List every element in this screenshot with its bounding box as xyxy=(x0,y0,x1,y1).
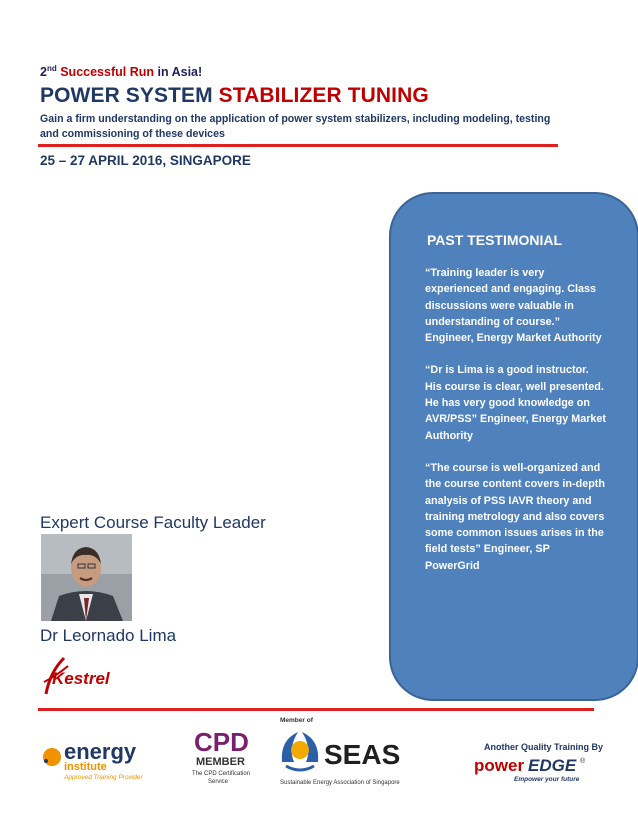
svg-text:Approved Training Provider: Approved Training Provider xyxy=(64,774,143,781)
svg-text:®: ® xyxy=(580,758,586,765)
energy-institute-logo xyxy=(40,733,160,783)
seas-logo xyxy=(278,714,413,794)
svg-text:MEMBER: MEMBER xyxy=(196,756,245,768)
faculty-heading: Expert Course Faculty Leader xyxy=(40,513,266,532)
svg-text:Service: Service xyxy=(208,779,229,785)
title-part1: POWER SYSTEM xyxy=(40,84,219,107)
cpd-member-logo xyxy=(190,725,252,793)
svg-text:SEAS: SEAS xyxy=(324,739,401,770)
run-highlight: Successful Run xyxy=(60,65,154,80)
svg-text:EDGE: EDGE xyxy=(528,756,577,775)
another-training-label: Another Quality Training By xyxy=(484,742,604,752)
svg-text:Kestrel: Kestrel xyxy=(52,669,110,688)
svg-text:Empower your future: Empower your future xyxy=(514,776,580,783)
svg-text:power: power xyxy=(474,756,525,775)
svg-text:The CPD Certification: The CPD Certification xyxy=(192,771,251,777)
run-tail: in Asia! xyxy=(154,65,203,80)
run-note xyxy=(40,64,202,79)
testimonial-item: “The course is well-organized and the course content covers in-depth analysis of PSS IAVR theory and training metrology and also covers some common issues arises in the field tests” Engineer, SP PowerGrid xyxy=(425,461,605,572)
event-date: 25 – 27 APRIL 2016, SINGAPORE xyxy=(40,153,251,168)
testimonial-heading: PAST TESTIMONIAL xyxy=(427,232,563,248)
run-ordinal: 2 xyxy=(40,65,47,80)
faculty-name: Dr Leornado Lima xyxy=(40,626,177,645)
svg-text:CPD: CPD xyxy=(194,727,249,757)
page-subtitle: Gain a firm understanding on the application of power system stabilizers, including modeling, testing and commissioning of these devices xyxy=(40,113,551,140)
svg-text:energy: energy xyxy=(64,739,137,764)
poweredge-logo xyxy=(474,754,592,784)
run-suffix: nd xyxy=(46,64,57,73)
bottom-divider xyxy=(38,708,594,711)
title-part2: STABILIZER TUNING xyxy=(218,84,429,107)
svg-text:Member of: Member of xyxy=(280,717,313,724)
testimonial-list xyxy=(425,265,607,590)
testimonial-item: “Training leader is very experienced and engaging. Class discussions were valuable in understanding of course.” Engineer, Energy Market Authority xyxy=(425,267,602,345)
svg-text:Sustainable Energy Association: Sustainable Energy Association of Singapore xyxy=(280,780,400,786)
testimonial-item: “Dr is Lima is a good instructor. His course is clear, well presented. He has very good knowledge on AVR/PSS” Engineer, Energy Market Authority xyxy=(425,364,607,442)
svg-text:institute: institute xyxy=(64,761,107,773)
kestrel-logo xyxy=(42,654,122,696)
faculty-photo xyxy=(41,534,132,621)
page-title xyxy=(40,84,429,108)
top-divider xyxy=(38,144,558,147)
